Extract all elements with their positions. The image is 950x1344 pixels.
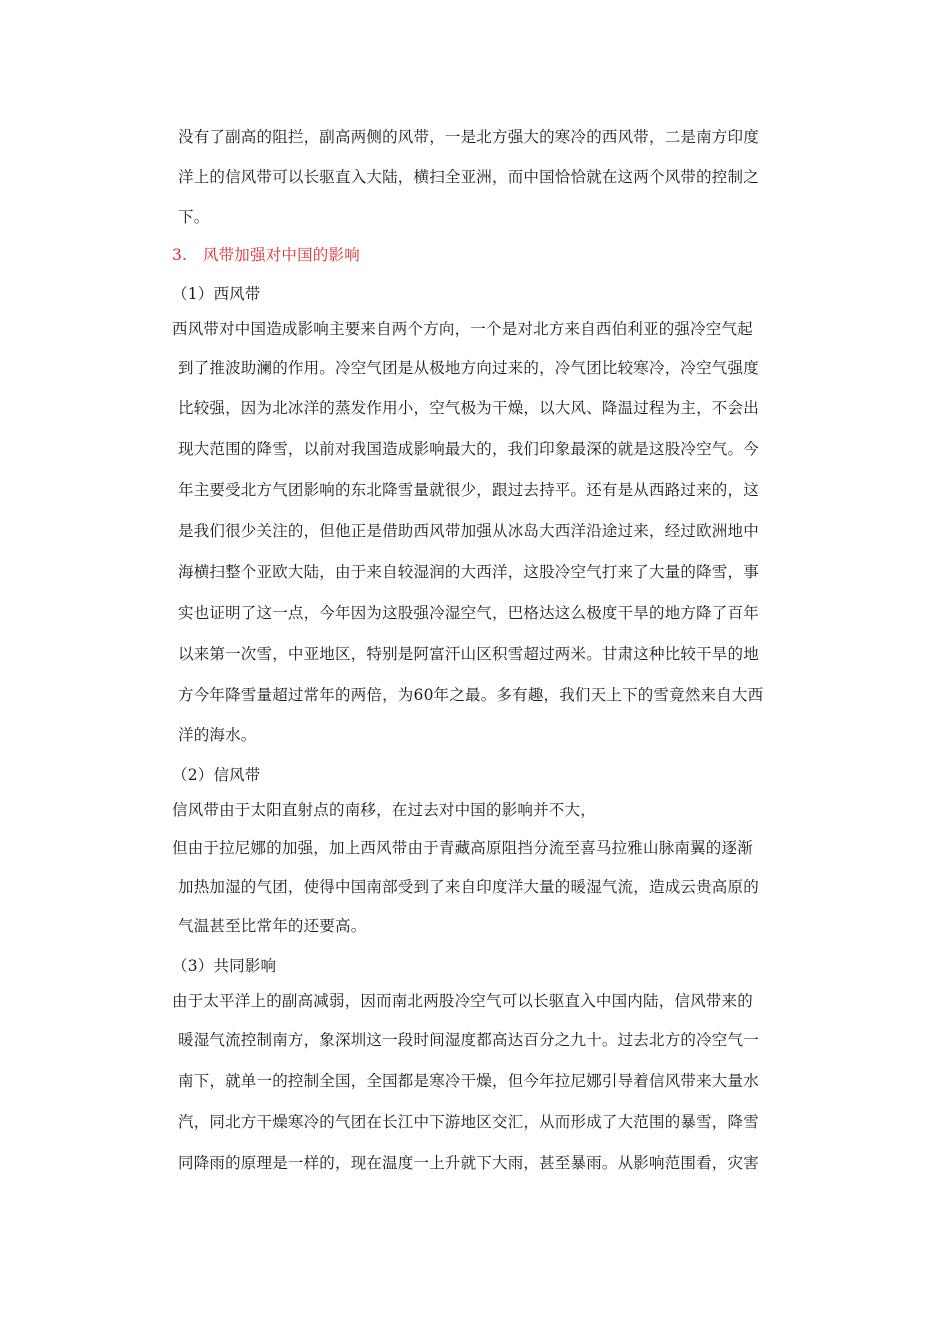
subsection-heading: （2）信风带 <box>172 766 261 784</box>
text-line: 方今年降雪量超过常年的两倍，为60年之最。多有趣，我们天上下的雪竟然来自大西 <box>178 686 764 704</box>
text-line: 洋的海水。 <box>178 726 257 744</box>
text-line: 汽，同北方干燥寒冷的气团在长江中下游地区交汇，从而形成了大范围的暴雪，降雪 <box>178 1113 759 1131</box>
subsection-heading: （1）西风带 <box>172 285 261 303</box>
text-line: 信风带由于太阳直射点的南移，在过去对中国的影响并不大， <box>172 801 596 819</box>
text-line: 海横扫整个亚欧大陆，由于来自较湿润的大西洋，这股冷空气打来了大量的降雪，事 <box>178 563 759 581</box>
text-line: 现大范围的降雪，以前对我国造成影响最大的，我们印象最深的就是这股冷空气。今 <box>178 440 759 458</box>
text-line: 年主要受北方气团影响的东北降雪量就很少，跟过去持平。还有是从西路过来的，这 <box>178 481 759 499</box>
text-line: 南下，就单一的控制全国，全国都是寒冷干燥，但今年拉尼娜引导着信风带来大量水 <box>178 1072 759 1090</box>
text-line: 比较强，因为北冰洋的蒸发作用小，空气极为干燥，以大风、降温过程为主，不会出 <box>178 399 759 417</box>
text-line: 没有了副高的阻拦，副高两侧的风带，一是北方强大的寒冷的西风带，二是南方印度 <box>178 128 759 146</box>
text-line: 洋上的信风带可以长驱直入大陆，横扫全亚洲，而中国恰恰就在这两个风带的控制之 <box>178 168 759 186</box>
text-line: 由于太平洋上的副高减弱，因而南北两股冷空气可以长驱直入中国内陆，信风带来的 <box>172 992 753 1010</box>
text-line: 加热加湿的气团，使得中国南部受到了来自印度洋大量的暖湿气流，造成云贵高原的 <box>178 878 759 896</box>
text-line: 以来第一次雪，中亚地区，特别是阿富汗山区积雪超过两米。甘肃这种比较干旱的地 <box>178 645 759 663</box>
section-heading: 3. 风带加强对中国的影响 <box>172 246 360 264</box>
text-line: 实也证明了这一点，今年因为这股强冷湿空气，巴格达这么极度干旱的地方降了百年 <box>178 604 759 622</box>
text-line: 同降雨的原理是一样的，现在温度一上升就下大雨，甚至暴雨。从影响范围看，灾害 <box>178 1154 759 1172</box>
subsection-heading: （3）共同影响 <box>172 957 277 975</box>
text-line: 是我们很少关注的，但他正是借助西风带加强从冰岛大西洋沿途过来，经过欧洲地中 <box>178 522 759 540</box>
text-line: 到了推波助澜的作用。冷空气团是从极地方向过来的，冷气团比较寒冷，冷空气强度 <box>178 359 759 377</box>
text-line: 但由于拉尼娜的加强，加上西风带由于青藏高原阻挡分流至喜马拉雅山脉南翼的逐渐 <box>172 839 753 857</box>
text-line: 暖湿气流控制南方，象深圳这一段时间湿度都高达百分之九十。过去北方的冷空气一 <box>178 1031 759 1049</box>
text-line: 西风带对中国造成影响主要来自两个方向，一个是对北方来自西伯利亚的强冷空气起 <box>172 320 753 338</box>
text-line: 气温甚至比常年的还要高。 <box>178 917 367 935</box>
text-line: 下。 <box>178 208 210 226</box>
